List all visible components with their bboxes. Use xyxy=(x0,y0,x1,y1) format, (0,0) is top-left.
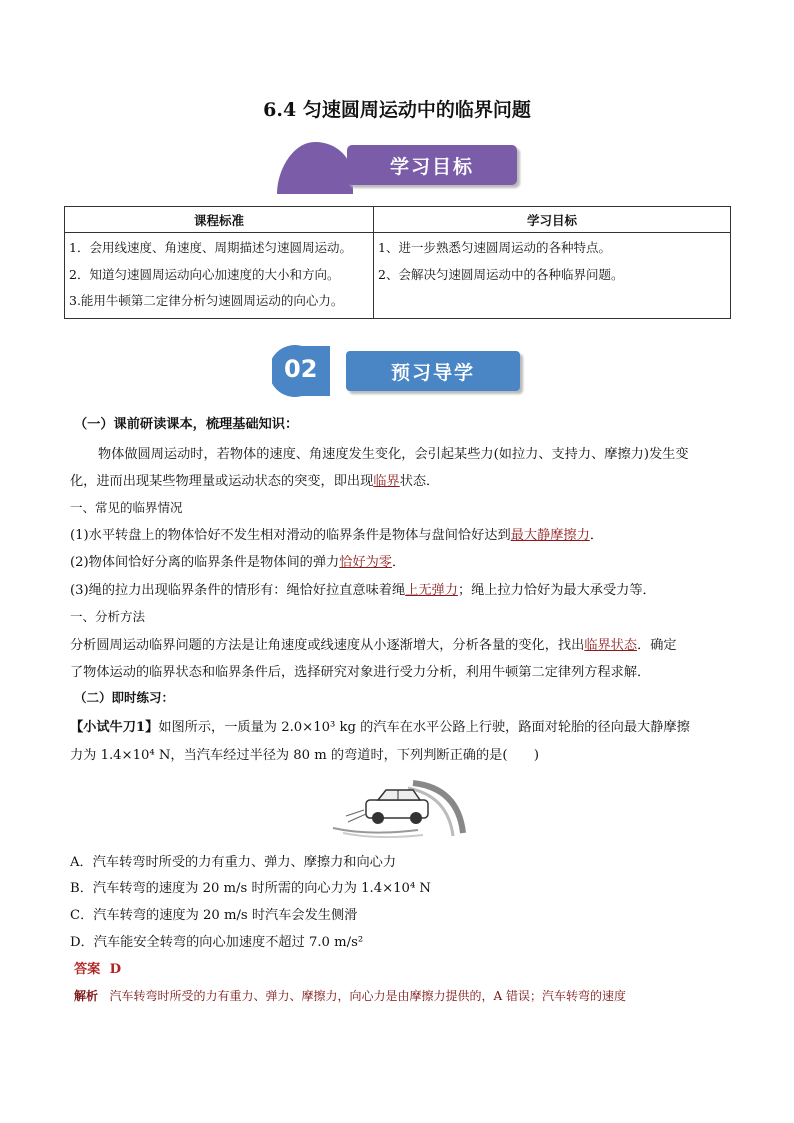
banner-number: 01 xyxy=(293,154,295,155)
table-header-standard: 课程标准 xyxy=(65,207,374,233)
common-heading: 一、常见的临界情况 xyxy=(70,500,183,515)
problem-line2: 力为 1.4×10⁴ N，当汽车经过半径为 80 m 的弯道时，下列判断正确的是( ) xyxy=(70,748,540,763)
option-b: B．汽车转弯的速度为 20 m/s 时所需的向心力为 1.4×10⁴ N xyxy=(70,881,431,896)
goals-table xyxy=(64,206,731,319)
case2: (2)物体间恰好分离的临界条件是物体间的弹力恰好为零． xyxy=(70,555,406,570)
method-line1: 分析圆周运动临界问题的方法是让角速度或线速度从小逐渐增大，分析各量的变化，找出临界状态．确定 xyxy=(70,638,677,653)
intro-line1: 物体做圆周运动时，若物体的速度、角速度发生变化，会引起某些力(如拉力、支持力、摩擦力)发生变 xyxy=(98,447,689,462)
section1-heading: （一）课前研读课本，梳理基础知识： xyxy=(74,417,299,432)
standard-item: 1．会用线速度、角速度、周期描述匀速圆周运动。 xyxy=(69,240,352,255)
standard-item: 2．知道匀速圆周运动向心加速度的大小和方向。 xyxy=(69,266,340,282)
case3: (3)绳的拉力出现临界条件的情形有：绳恰好拉直意味着绳上无弹力；绳上拉力恰好为最大承受力等． xyxy=(70,583,656,598)
banner-preview-guide xyxy=(272,345,522,397)
option-c: C．汽车转弯的速度为 20 m/s 时汽车会发生侧滑 xyxy=(70,908,358,923)
option-a: A．汽车转弯时所受的力有重力、弹力、摩擦力和向心力 xyxy=(70,855,397,870)
method-line2: 了物体运动的临界状态和临界条件后，选择研究对象进行受力分析，利用牛顿第二定律列方程求解． xyxy=(70,665,651,680)
intro-line2: 化，进而出现某些物理量或运动状态的突变，即出现临界状态． xyxy=(70,474,440,489)
banner-label: 学习目标 xyxy=(347,145,517,185)
car-illustration xyxy=(328,778,468,838)
banner-badge-shape xyxy=(275,140,355,196)
method-heading: 一、分析方法 xyxy=(70,609,146,624)
banner-number: 02 xyxy=(284,355,318,383)
table-header-goals: 学习目标 xyxy=(374,207,731,233)
banner-label: 预习导学 xyxy=(346,351,520,391)
section2-heading: （二）即时练习： xyxy=(74,690,175,705)
goal-item: 1、进一步熟悉匀速圆周运动的各种特点。 xyxy=(378,240,611,255)
option-d: D．汽车能安全转弯的向心加速度不超过 7.0 m/s² xyxy=(70,935,364,950)
standard-item: 3.能用牛顿第二定律分析匀速圆周运动的向心力。 xyxy=(69,293,344,308)
goal-item: 2、会解决匀速圆周运动中的各种临界问题。 xyxy=(378,266,624,282)
answer: 答案 D xyxy=(74,962,121,977)
analysis: 解析 汽车转弯时所受的力有重力、弹力、摩擦力，向心力是由摩擦力提供的，A 错误；汽车转弯的速度 xyxy=(74,989,626,1003)
page-title: 6.4 匀速圆周运动中的临界问题 xyxy=(263,99,531,121)
problem-line1: 【小试牛刀1】如图所示，一质量为 2.0×10³ kg 的汽车在水平公路上行驶，路面对轮胎的径向最大静摩擦 xyxy=(70,720,690,735)
case1: (1)水平转盘上的物体恰好不发生相对滑动的临界条件是物体与盘间恰好达到最大静摩擦力． xyxy=(70,528,603,543)
banner-learning-goals xyxy=(275,140,520,196)
